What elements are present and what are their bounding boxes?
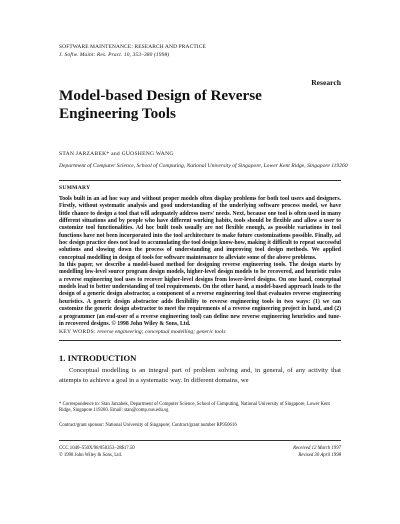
summary-paragraph-1: Tools built in an ad hoc way and without proper models often display problems for both tool users and designers. Firstly, without systematic analysis and good understanding of the underlying software process model, we have little chance to design a tool that will adequately address users' needs. Next, because one tool is often used in many different situations and by people who have different working habits, tools should be flexible and allow a user to customize tool functionalities. Ad hoc built tools usually are not flexible enough, as possible variations in tool functions have not been incorporated into the tool architecture to make future customizations possible. Finally, ad hoc design practice does not lead to accumulating the tool design know-how, making it difficult to repeat successful solutions and slowing down the process of understanding and improving tool design methods. We applied conceptual modelling in design of tools for software maintenance to alleviate some of the above problems. [59, 196, 341, 261]
summary-paragraph-2: In this paper, we describe a model-based method for designing reverse engineering tools. The design starts by modelling low-level source program design models, higher-level design models to be recovered, and heuristic rules a reverse engineering tool uses to recover higher-level designs from lower-level designs. On one hand, conceptual models lead to better understanding of tool requirements. On the other hand, a model-based approach leads to the design of a generic design abstractor, a component of a reverse engineering tool that evaluates reverse engineering heuristics. A generic design abstractor adds flexibility to reverse engineering tools in two ways: (1) we can customize the generic design abstractor to meet the requirements of a reverse engineering project in hand, and (2) a programmer (an end-user of a reverse engineering tool) can define new reverse engineering heuristics and tune-in recovered designs. © 1998 John Wiley & Sons, Ltd. [59, 262, 341, 327]
ccc-code: CCC 1040–550X/98/050353–28$17.50 [59, 446, 135, 451]
received-date: Received 12 March 1997 [293, 446, 341, 451]
paper-title: Model-based Design of Reverse Engineering Tools [59, 87, 262, 122]
middle-rule [59, 340, 341, 341]
dates-info [293, 446, 341, 459]
top-rule [59, 180, 341, 181]
keywords-text: reverse engineering; conceptual modelling; generic tools [97, 329, 226, 335]
keywords [59, 329, 226, 335]
journal-header [59, 44, 206, 59]
authors: STAN JARZABEK* and GUOSHENG WANG [59, 151, 174, 157]
summary-heading: SUMMARY [59, 185, 91, 191]
publication-info [59, 446, 135, 459]
journal-name: SOFTWARE MAINTENANCE: RESEARCH AND PRACTICE [59, 44, 206, 50]
affiliation: Department of Computer Science, School of Computing, National University of Singapore, Lower Kent Ridge, Singapore 119260 [59, 163, 348, 169]
correspondence-text: * Correspondence to: Stan Jarzabek, Department of Computer Science, School of Computing, National University of Singapore, Lower Kent Ridge, Singapore 119260. Email: stan@comp.nus.edu.sg [59, 402, 330, 414]
revised-date: Revised 30 April 1998 [298, 452, 341, 458]
journal-citation: J. Softw. Maint: Res. Pract. 10, 353–380 (1998) [59, 51, 170, 58]
keywords-label: KEY WORDS: [59, 329, 96, 335]
correspondence-footnote [59, 402, 341, 415]
bottom-rule [59, 440, 341, 441]
intro-heading: 1. INTRODUCTION [59, 353, 137, 363]
intro-text: Conceptual modelling is an integral part of problem solving and, in general, of any activity that attempts to achieve a goal in a systematic way. In different domains, we [59, 367, 341, 384]
copyright: © 1998 John Wiley & Sons, Ltd. [59, 452, 123, 458]
summary-body [59, 196, 341, 328]
contract-note: Contract/grant sponsor: National University of Singapore; Contract/grant number RP950616 [59, 423, 237, 428]
section-tag: Research [311, 78, 341, 87]
